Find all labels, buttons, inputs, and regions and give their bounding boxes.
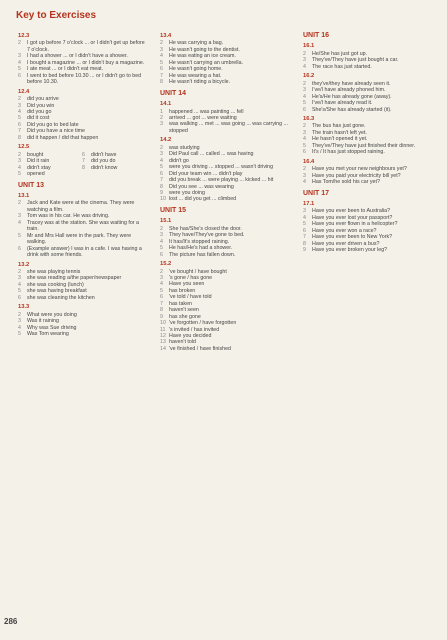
answer-number: 4 [303, 179, 306, 186]
answer-number: 4 [18, 219, 21, 226]
answer-number: 6 [160, 66, 163, 73]
exercise-section [18, 262, 146, 302]
answer-number: 3 [18, 102, 21, 109]
answer-number: 4 [18, 59, 21, 66]
answer-text: Tom was in his car. He was driving. [27, 213, 110, 220]
answer-text: opened [27, 171, 45, 178]
answer-number: 4 [303, 93, 306, 100]
answer-text: she was cleaning the kitchen [27, 294, 95, 301]
exercise-section [160, 137, 288, 203]
answer-number: 9 [160, 313, 163, 320]
exercise-number: 15.2 [160, 261, 172, 268]
exercise-number: 16.3 [303, 115, 315, 122]
answer-number: 9 [303, 247, 306, 254]
exercise-number: 14.2 [160, 137, 172, 144]
answer-text: Have you ever been to New York? [312, 234, 393, 241]
exercise-section [18, 193, 146, 259]
answer-number: 3 [303, 87, 306, 94]
answer-text: has taken [169, 300, 192, 307]
answer-number: 2 [18, 96, 21, 103]
answer-text: He/She has just got up. [312, 50, 368, 57]
answer-item [18, 40, 146, 53]
answer-item [18, 233, 146, 246]
answer-text: He wasn't going to the dentist. [169, 46, 240, 53]
page-number: 286 [4, 617, 18, 626]
unit-heading: UNIT 15 [160, 206, 187, 214]
answer-item [82, 165, 146, 171]
answer-number: 6 [18, 72, 21, 79]
answer-number: 5 [303, 221, 306, 228]
answer-number: 2 [303, 50, 306, 57]
answer-column-1 [18, 33, 146, 340]
answer-number: 5 [18, 288, 21, 295]
page-title: Key to Exercises [16, 10, 97, 21]
answer-number: 10 [160, 320, 166, 327]
answer-number: 1 [160, 108, 163, 115]
answer-number: 3 [303, 129, 306, 136]
answer-column-3 [303, 33, 431, 257]
exercise-number: 14.1 [160, 101, 172, 108]
answer-number: 4 [160, 157, 163, 164]
answer-number: 7 [160, 177, 163, 184]
answer-text: were you driving ... stopped ... wasn't driving [169, 164, 274, 171]
answer-number: 6 [82, 151, 85, 158]
answer-text: Have you ever been to Australia? [312, 208, 391, 215]
answer-item [160, 196, 288, 202]
answer-text: Have you decided [169, 333, 212, 340]
answer-number: 4 [303, 63, 306, 70]
exercise-number: 13.4 [160, 33, 172, 39]
answer-text: 's invited / has invited [169, 326, 220, 333]
answer-item [303, 64, 431, 70]
exercise-section [18, 33, 146, 86]
answer-number: 3 [303, 208, 306, 215]
answer-number: 5 [18, 331, 21, 338]
answer-number: 11 [160, 326, 166, 333]
answer-number: 8 [82, 164, 85, 171]
answer-text: I bought a magazine ... or I didn't buy a magazine. [27, 59, 145, 66]
exercise-section [160, 101, 288, 134]
answer-text: He wasn't carrying an umbrella. [169, 59, 244, 66]
answer-text: Did you see ... was wearing [169, 183, 234, 190]
answer-text: Has Tom/he sold his car yet? [312, 179, 380, 186]
answer-text: (Example answer) I was in a cafe. I was having a drink with some friends. [27, 245, 142, 259]
answer-text: happened ... was painting ... fell [169, 108, 244, 115]
answer-number: 4 [18, 324, 21, 331]
answer-number: 5 [160, 287, 163, 294]
answer-text: did you break ... were playing ... kicked ... hit [169, 177, 274, 184]
answer-number: 2 [18, 151, 21, 158]
answer-number: 5 [303, 100, 306, 107]
answer-item [160, 79, 288, 85]
answer-text: He was eating an ice cream. [169, 53, 236, 60]
answer-text: did it cost [27, 115, 50, 122]
answer-text: did you do [91, 158, 116, 165]
exercise-number: 15.1 [160, 218, 172, 225]
answer-number: 4 [160, 53, 163, 60]
exercise-section [18, 89, 146, 142]
exercise-number: 13.1 [18, 192, 30, 199]
answer-number: 8 [160, 79, 163, 86]
exercise-section [160, 218, 288, 258]
answer-item [18, 135, 146, 141]
exercise-section [303, 43, 431, 70]
answer-number: 3 [160, 232, 163, 239]
answer-number: 8 [160, 183, 163, 190]
answer-number: 5 [160, 164, 163, 171]
answer-text: She's/She has already started (it). [312, 106, 392, 113]
answer-text: Mr and Mrs Hall were in the park. They were walking. [27, 232, 132, 246]
answer-text: I ate meat ... or I didn't eat meat. [27, 66, 104, 73]
answer-text: The picture has fallen down. [169, 251, 236, 258]
answer-number: 7 [160, 72, 163, 79]
answer-number: 4 [303, 214, 306, 221]
answer-number: 5 [303, 142, 306, 149]
exercise-number: 13.3 [18, 304, 30, 311]
answer-number: 3 [160, 274, 163, 281]
answer-text: It's / It has just stopped raining. [312, 149, 385, 156]
answer-text: they've/they have already seen it. [312, 80, 391, 87]
exercise-section [303, 116, 431, 156]
answer-text: did you arrive [27, 96, 59, 103]
answer-text: They've/They have just bought a car. [312, 57, 399, 64]
answer-number: 5 [18, 171, 21, 178]
answer-number: 2 [303, 166, 306, 173]
answer-number: 2 [160, 40, 163, 47]
answer-text: 've forgotten / have forgotten [169, 320, 237, 327]
answer-text: Did you go to bed late [27, 121, 79, 128]
answer-text: I've/I have already read it. [312, 100, 373, 107]
answer-number: 4 [160, 281, 163, 288]
answer-text: It has/It's stopped raining. [169, 238, 230, 245]
answer-number: 6 [160, 294, 163, 301]
exercise-section [160, 33, 288, 86]
answer-number: 4 [18, 281, 21, 288]
answer-text: did you go [27, 108, 52, 115]
answer-number: 7 [160, 300, 163, 307]
answer-item [303, 107, 431, 113]
exercise-section [18, 304, 146, 337]
answer-text: didn't have [91, 151, 117, 158]
exercise-number: 16.2 [303, 73, 315, 80]
answer-text: she was playing tennis [27, 268, 81, 275]
exercise-number: 12.3 [18, 33, 30, 39]
answer-item [303, 179, 431, 185]
answer-text: I got up before 7 o'clock ... or I didn't get up before 7 o'clock. [27, 40, 145, 53]
answer-number: 3 [18, 318, 21, 325]
answer-number: 3 [18, 158, 21, 165]
answer-text: were you doing [169, 189, 205, 196]
exercise-section [303, 73, 431, 113]
unit-heading: UNIT 14 [160, 89, 187, 97]
unit-heading: UNIT 16 [303, 32, 330, 39]
answer-text: was studying [169, 144, 200, 151]
exercise-number: 16.4 [303, 158, 315, 165]
answer-number: 7 [18, 128, 21, 135]
answer-number: 3 [160, 121, 163, 128]
answer-text: didn't know [91, 164, 118, 171]
answer-number: 2 [303, 123, 306, 130]
answer-number: 2 [160, 144, 163, 151]
exercise-number: 12.4 [18, 88, 30, 95]
answer-text: arrived ... got ... were waiting [169, 114, 237, 121]
answer-item [18, 73, 146, 86]
answer-text: 've told / have told [169, 294, 212, 301]
answer-column-2 [160, 33, 288, 355]
answer-number: 2 [160, 114, 163, 121]
answer-text: Did it rain [27, 158, 50, 165]
answer-text: Was Tom wearing [27, 331, 69, 338]
answer-text: What were you doing [27, 311, 77, 318]
answer-text: Did Paul call ... called ... was having [169, 151, 254, 158]
answer-text: 's gone / has gone [169, 274, 213, 281]
answer-number: 6 [160, 251, 163, 258]
answer-text: haven't seen [169, 307, 199, 314]
answer-number: 5 [18, 115, 21, 122]
answer-text: He has/He's had a shower. [169, 245, 233, 252]
answer-number: 8 [303, 240, 306, 247]
answer-number: 6 [18, 245, 21, 252]
answer-number: 3 [303, 172, 306, 179]
answer-number: 6 [303, 149, 306, 156]
answer-number: 9 [160, 189, 163, 196]
answer-number: 8 [160, 307, 163, 314]
answer-text: They have/They've gone to bed. [169, 232, 245, 239]
exercise-section [303, 201, 431, 254]
answer-number: 3 [303, 57, 306, 64]
answer-text: did it happen / did that happen [27, 134, 99, 141]
answer-number: 2 [18, 200, 21, 207]
answer-number: 2 [18, 40, 21, 47]
answer-text: She has/She's closed the door. [169, 225, 242, 232]
answer-text: Did you win [27, 102, 55, 109]
answer-pair-row [18, 171, 146, 177]
answer-item [160, 346, 288, 352]
answer-text: she was having breakfast [27, 288, 87, 295]
answer-number: 5 [18, 66, 21, 73]
answer-text: He wasn't going home. [169, 66, 223, 73]
answer-text: Have you paid your electricity bill yet? [312, 172, 401, 179]
answer-number: 12 [160, 333, 166, 340]
answer-text: Was it raining [27, 318, 59, 325]
answer-number: 8 [18, 134, 21, 141]
answer-number: 7 [82, 158, 85, 165]
answer-text: He's/He has already gone (away). [312, 93, 392, 100]
exercise-section [303, 159, 431, 186]
answer-item [18, 246, 146, 259]
answer-number: 2 [160, 225, 163, 232]
answer-text: The race has just started. [312, 63, 372, 70]
answer-text: Have you ever flown in a helicopter? [312, 221, 398, 228]
answer-number: 3 [160, 46, 163, 53]
answer-text: she was reading a/the paper/newspaper [27, 275, 122, 282]
exercise-number: 17.1 [303, 200, 315, 207]
answer-item [160, 252, 288, 258]
answer-text: was walking ... met ... was going ... was carrying ... stopped [169, 121, 288, 134]
answer-text: bought [27, 151, 44, 158]
answer-number: 4 [18, 108, 21, 115]
answer-text: Did your team win ... didn't play [169, 170, 243, 177]
answer-number: 5 [160, 245, 163, 252]
answer-text: He wasn't riding a bicycle. [169, 79, 231, 86]
answer-text: He hasn't opened it yet. [312, 136, 368, 143]
answer-number: 6 [303, 227, 306, 234]
exercise-number: 12.5 [18, 144, 30, 151]
answer-text: Did you have a nice time [27, 128, 86, 135]
answer-number: 5 [18, 232, 21, 239]
answer-number: 5 [160, 59, 163, 66]
answer-text: didn't go [169, 157, 189, 164]
answer-number: 7 [303, 234, 306, 241]
exercise-section [18, 144, 146, 177]
answer-item [18, 200, 146, 213]
answer-text: Tracey was at the station. She was waiting for a train. [27, 219, 139, 233]
answer-text: Jack and Kate were at the cinema. They were watching a film. [27, 200, 135, 213]
answer-number: 10 [160, 196, 166, 203]
answer-text: 've bought / have bought [169, 268, 227, 275]
answer-item [18, 171, 87, 177]
answer-number: 14 [160, 345, 166, 352]
answer-text: The bus has just gone. [312, 123, 366, 130]
exercise-number: 13.2 [18, 261, 30, 268]
answer-item [18, 295, 146, 301]
answer-text: 've finished / have finished [169, 345, 231, 352]
answer-number: 6 [18, 294, 21, 301]
answer-text: Have you ever lost your passport? [312, 214, 393, 221]
answer-text: haven't told [169, 339, 196, 346]
answer-text: didn't stay [27, 164, 51, 171]
answer-number: 4 [18, 164, 21, 171]
answer-number: 4 [160, 238, 163, 245]
exercise-section [160, 261, 288, 352]
answer-number: 3 [18, 53, 21, 60]
answer-text: Have you ever broken your leg? [312, 247, 388, 254]
answer-text: I had a shower ... or I didn't have a shower. [27, 53, 128, 60]
answer-text: Have you seen [169, 281, 205, 288]
answer-text: Why was Sue driving [27, 324, 77, 331]
answer-number: 2 [160, 268, 163, 275]
answer-text: I went to bed before 10.30 ... or I didn't go to bed before 10.30. [27, 72, 142, 86]
unit-heading: UNIT 13 [18, 181, 45, 189]
answer-item [303, 247, 431, 253]
answer-text: Have you met your new neighbours yet? [312, 166, 407, 173]
answer-number: 6 [303, 106, 306, 113]
answer-text: has broken [169, 287, 196, 294]
unit-heading: UNIT 17 [303, 189, 330, 197]
answer-number: 6 [160, 170, 163, 177]
answer-item [18, 220, 146, 233]
answer-item [303, 149, 431, 155]
answer-number: 4 [303, 136, 306, 143]
exercise-number: 16.1 [303, 43, 315, 50]
answer-text: He was wearing a hat. [169, 72, 222, 79]
answer-text: He was carrying a bag. [169, 40, 224, 47]
answer-text: They've/They have just finished their dinner. [312, 142, 416, 149]
answer-number: 3 [18, 275, 21, 282]
answer-number: 3 [160, 151, 163, 158]
answer-text: lost ... did you get ... climbed [169, 196, 237, 203]
answer-number: 6 [18, 121, 21, 128]
answer-text: Have you ever won a race? [312, 227, 377, 234]
answer-number: 2 [18, 268, 21, 275]
answer-text: has she gone [169, 313, 201, 320]
answer-text: she was cooking (lunch) [27, 281, 84, 288]
answer-item [18, 331, 146, 337]
answer-number: 2 [18, 311, 21, 318]
answer-text: The train hasn't left yet. [312, 129, 367, 136]
answer-text: I've/I have already phoned him. [312, 87, 386, 94]
answer-number: 13 [160, 339, 166, 346]
answer-number: 2 [303, 80, 306, 87]
answer-text: Have you ever driven a bus? [312, 240, 380, 247]
answer-number: 3 [18, 213, 21, 220]
answer-item [160, 121, 288, 134]
